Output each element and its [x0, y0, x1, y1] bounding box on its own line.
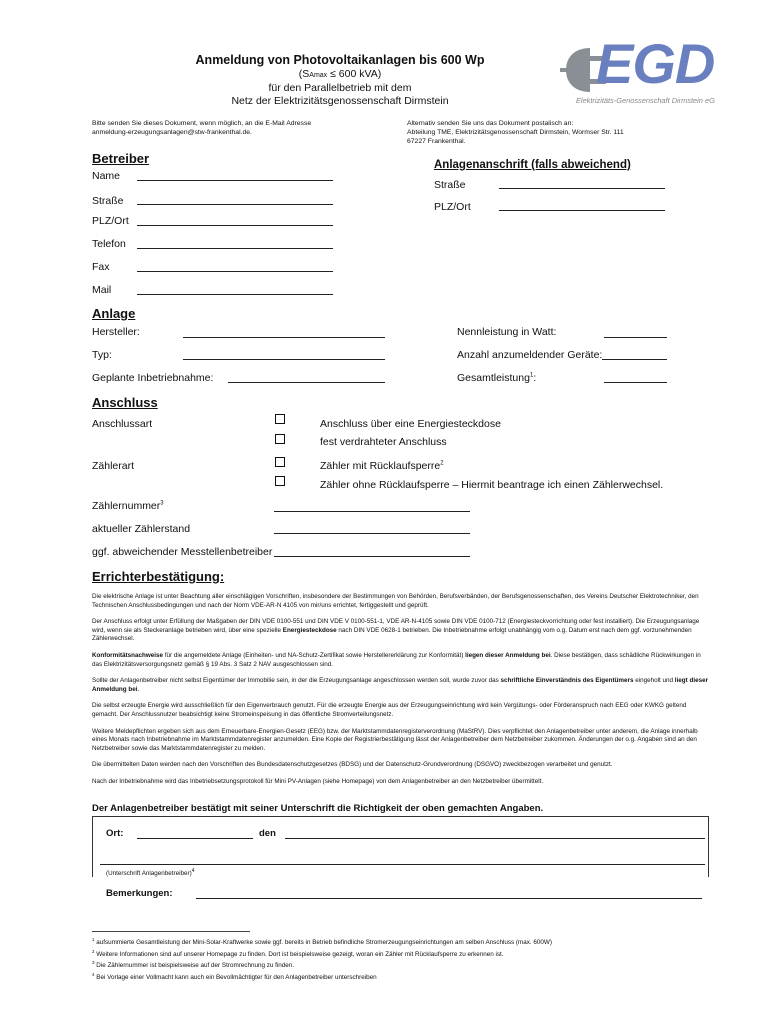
send-info-email: Bitte senden Sie dieses Dokument, wenn möglich, an die E-Mail Adresse anmeldung-erzeugungsanlagen@stw-frankenthal.de. — [92, 120, 312, 137]
anlage-plz-label: PLZ/Ort — [434, 201, 471, 213]
datum-field[interactable] — [285, 838, 705, 839]
betreiber-plz-label: PLZ/Ort — [92, 215, 129, 227]
checkbox-mit-ruecklaufsperre[interactable] — [275, 457, 285, 467]
betreiber-mail-label: Mail — [92, 284, 112, 296]
option-mit-ruecklaufsperre: Zähler mit Rücklaufsperre$^2$ — [320, 460, 444, 472]
footnote-4: $^4$ Bei Vorlage einer Vollmacht kann auch ein Bevollmächtigter für den Anlagenbetreiber unterschreiben — [92, 972, 377, 982]
page-title: Anmeldung von Photovoltaikanlagen bis 600 Wp — [195, 53, 485, 67]
confirmation-statement: Der Anlagenbetreiber bestätigt mit seiner Unterschrift die Richtigkeit der oben gemachten Angaben. — [92, 803, 544, 814]
zaehlerstand-label: aktueller Zählerstand — [92, 523, 191, 535]
subtitle-line: für den Parallelbetrieb mit dem — [268, 82, 412, 94]
inbetriebnahme-label: Geplante Inbetriebnahme: — [92, 372, 214, 384]
zaehlernummer-label: Zählernummer$^3$ — [92, 500, 164, 512]
anlage-strasse-label: Straße — [434, 179, 466, 191]
messstellenbetreiber-label: ggf. abweichender Messtellenbetreiber — [92, 546, 273, 558]
send-info-post: Alternativ senden Sie uns das Dokument postalisch an: Abteilung TME, Elektrizitätsgenossenschaft Dirmstein, Wormser Str. 111 67227 Frankenthal. — [407, 120, 624, 146]
anzahl-label: Anzahl anzumeldender Geräte: — [457, 349, 603, 361]
paragraph: Konformitätsnachweise für die angemeldete Anlage (Einheiten- und NA-Schutz-Zertifikat sowie Herstellererklärung zur Konformität) liegen dieser Anmeldung bei. Diese bestätigen, dass schädliche Rückwirkungen in das Elektrizitätsversorgungsnetz gemäß § 19 Abs. 3 Satz 2 NAV ausgeschlossen sind. — [92, 651, 701, 668]
paragraph: Die elektrische Anlage ist unter Beachtung aller einschlägigen Vorschriften, insbesondere der Bestimmungen von Behörden, Berufsverbänden, der Berufsgenossenschaften, des Vereins Deutscher Elektrotechniker, den Technischen Anschlussbedingungen und nach der Norm VDE-AR-N 4105 von mir/uns errichtet, fertiggestellt und geprüft. — [92, 593, 699, 609]
subtitle-line-2: Netz der Elektrizitätsgenossenschaft Dirmstein — [231, 95, 449, 107]
paragraph: Die übermittelten Daten werden nach den Vorschriften des Bundesdatenschutzgesetzes (BDSG) und der Datenschutz-Grundverordnung (DSGVO) zweckbezogen verarbeitet und genutzt. — [92, 761, 613, 769]
section-errichterbestaetigung: Errichterbestätigung: — [92, 569, 225, 584]
paragraph: Nach der Inbetriebnahme wird das Inbetriebsetzungsprotokoll für Mini PV-Anlagen (siehe Homepage) von dem Anlagenbetreiber an den Netzbetreiber übermittelt. — [92, 777, 544, 785]
checkbox-energiesteckdose[interactable] — [275, 414, 285, 424]
betreiber-name-label: Name — [92, 170, 121, 182]
logo-text: EGD — [596, 32, 715, 95]
signature-caption: (Unterschrift Anlagenbetreiber)$^4$ — [106, 868, 195, 878]
betreiber-telefon-label: Telefon — [92, 238, 126, 250]
betreiber-fax-label: Fax — [92, 261, 110, 273]
bemerkungen-field[interactable] — [196, 898, 702, 899]
power-limit: (SAmax ≤ 600 kVA) — [298, 68, 382, 80]
footnote-2: $^2$ Weitere Informationen sind auf unserer Homepage zu finden. Dort ist beispielsweise gezeigt, woran ein Zähler mit Rücklaufsperre zu erkennen ist. — [92, 948, 504, 958]
paragraph: Der Anschluss erfolgt unter Erfüllung der Maßgaben der DIN VDE 0100-551 und DIN VDE V 0100-551-1, VDE AR-N-4105 sowie DIN VDE 0100-712 (Energiesteckvorrichtung oder fest installiert). Die Erzeugungsanlage wird, wenn sie als Steckeranlage betrieben wird, über eine spezielle Energiesteckdose nach DIN VDE 0628-1 betrieben. Die Inbetriebnahme erfolgt unabhängig vom o.g. Datum erst nach dem ggf. vorzunehmenden Zählerwechsel. — [92, 618, 700, 643]
egd-logo — [560, 32, 760, 108]
paragraph: Sollte der Anlagenbetreiber nicht selbst Eigentümer der Immobilie sein, in der die Erzeugungsanlage angeschlossen werden soll, wurde zuvor das schriftliche Einverständnis des Eigentümers eingeholt und liegt dieser Anmeldung bei. — [92, 677, 709, 693]
option-fest-verdrahtet: fest verdrahteter Anschluss — [320, 436, 447, 448]
logo-subtitle: Elektrizitäts-Genossenschaft Dirmstein eG — [576, 96, 715, 105]
nennleistung-field[interactable] — [604, 337, 667, 338]
nennleistung-label: Nennleistung in Watt: — [457, 326, 557, 338]
gesamtleistung-label: Gesamtleistung$^1$: — [457, 372, 537, 384]
messstellenbetreiber-field[interactable] — [274, 556, 470, 557]
betreiber-mail-field[interactable] — [137, 294, 333, 295]
zaehlerart-label: Zählerart — [92, 460, 135, 472]
betreiber-strasse-label: Straße — [92, 195, 124, 207]
option-energiesteckdose: Anschluss über eine Energiesteckdose — [320, 418, 501, 430]
section-anlage: Anlage — [92, 306, 136, 321]
typ-field[interactable] — [183, 359, 385, 360]
anzahl-field[interactable] — [602, 359, 667, 360]
document-header — [130, 52, 550, 108]
betreiber-strasse-field[interactable] — [137, 204, 333, 205]
footnotes — [92, 936, 712, 983]
betreiber-fax-field[interactable] — [137, 271, 333, 272]
section-anlagenanschrift: Anlagenanschrift (falls abweichend) — [434, 159, 631, 171]
checkbox-fest-verdrahtet[interactable] — [275, 434, 285, 444]
errichter-text — [92, 593, 710, 787]
gesamtleistung-field[interactable] — [604, 382, 667, 383]
paragraph: Die selbst erzeugte Energie wird ausschließlich für den Eigenverbrauch genutzt. Für die erzeugte Energie aus der Erzeugungseinrichtung wird kein Vergütungs- oder Förderanspruch nach EEG oder KWKG geltend gemacht. Der Anschlussnutzer beabsichtigt keine Stromeinspeisung in das öffentliche Stromverteilungsnetz. — [92, 702, 687, 718]
checkbox-ohne-ruecklaufsperre[interactable] — [275, 476, 285, 486]
den-label: den — [259, 828, 276, 839]
anlage-strasse-field[interactable] — [499, 188, 665, 189]
signature-line[interactable] — [100, 864, 705, 865]
ort-field[interactable] — [137, 838, 253, 839]
zaehlerstand-field[interactable] — [274, 533, 470, 534]
paragraph: Weitere Meldepflichten ergeben sich aus dem Erneuerbare-Energien-Gesetz (EEG) bzw. der Marktstammdatenregisterverordnung (MaStRV). Dies verpflichtet den Anlagenbetreiber unter anderem, die Anlage innerhalb eines Monats nach Inbetriebnahme im Marktstammdatenregister anzumelden. Eine Kopie der Registrierbestätigung lässt der Anlagenbetreiber dem Netzbetreiber zukommen. Änderungen der o.g. Angaben sind an den Netzbetreiber sowie das Marktstammdatenregister zu melden. — [92, 727, 698, 752]
anschlussart-label: Anschlussart — [92, 418, 153, 430]
zaehlernummer-field[interactable] — [274, 511, 470, 512]
anlage-plz-field[interactable] — [499, 210, 665, 211]
inbetriebnahme-field[interactable] — [228, 382, 385, 383]
betreiber-name-field[interactable] — [137, 180, 333, 181]
hersteller-field[interactable] — [183, 337, 385, 338]
hersteller-label: Hersteller: — [92, 326, 140, 338]
footnote-divider — [92, 931, 250, 932]
ort-label: Ort: — [106, 828, 124, 839]
betreiber-telefon-field[interactable] — [137, 248, 333, 249]
footnote-3: $^3$ Die Zählernummer ist beispielsweise auf der Stromrechnung zu finden. — [92, 960, 295, 970]
typ-label: Typ: — [92, 349, 112, 361]
footnote-1: $^1$ aufsummierte Gesamtleistung der Mini-Solar-Kraftwerke sowie ggf. bereits in Betrieb befindliche Stromerzeugungseinrichtungen am selben Anschluss (max. 600W) — [92, 937, 552, 947]
betreiber-plz-field[interactable] — [137, 225, 333, 226]
section-anschluss: Anschluss — [92, 395, 158, 410]
section-betreiber: Betreiber — [92, 151, 150, 166]
option-ohne-ruecklaufsperre: Zähler ohne Rücklaufsperre – Hiermit beantrage ich einen Zählerwechsel. — [320, 479, 664, 491]
bemerkungen-label: Bemerkungen: — [106, 888, 173, 899]
